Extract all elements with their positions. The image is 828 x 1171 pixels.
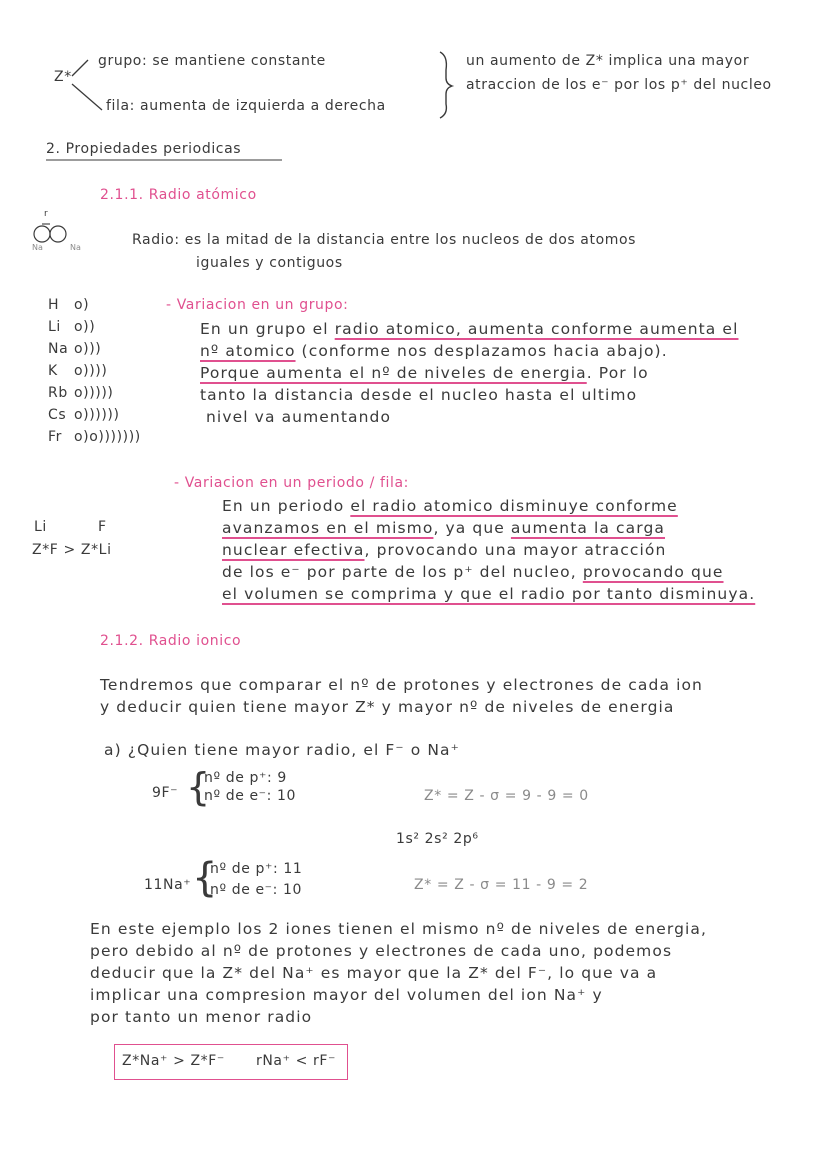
highlight-span: el volumen se comprima y que el radio por tanto disminuya. <box>222 585 756 603</box>
radio-atomico-title: 2.1.1. Radio atómico <box>100 187 257 203</box>
radio-def-2: iguales y contiguos <box>196 255 343 271</box>
grupo-line-1 <box>200 322 738 338</box>
f-label: F <box>98 519 107 535</box>
element-shells: o)))) <box>74 363 108 379</box>
conclusion-line-4: implicar una compresion mayor del volumen del ion Na⁺ y <box>90 986 603 1004</box>
diagram-right-label: Na <box>70 243 81 252</box>
text-span: de los e⁻ por parte de los p⁺ del nucleo, <box>222 563 583 581</box>
element-symbol: Li <box>48 319 61 335</box>
text-span: , ya que <box>433 519 511 537</box>
ionico-intro-2: y deducir quien tiene mayor Z* y mayor nº de niveles de energia <box>100 698 675 716</box>
brace-shape <box>440 52 452 118</box>
element-shells: o)))))) <box>74 407 120 423</box>
arrow-down-line <box>72 84 102 110</box>
element-row <box>48 430 141 444</box>
element-shells: o))))) <box>74 385 114 401</box>
element-row <box>48 408 120 422</box>
arrow-up-line <box>72 60 88 76</box>
element-shells: o))) <box>74 341 102 357</box>
highlight-span: provocando que <box>582 563 724 581</box>
element-shells: o)) <box>74 319 96 335</box>
element-symbol: Fr <box>48 429 62 445</box>
highlight-span: radio atomico, aumenta conforme aumenta el <box>334 320 739 338</box>
element-row <box>48 386 113 400</box>
zeff-fila: fila: aumenta de izquierda a derecha <box>106 98 386 114</box>
atom-right-circle <box>50 226 66 242</box>
highlight-span: avanzamos en el mismo <box>222 519 434 537</box>
na-protons: nº de p⁺: 11 <box>210 861 303 877</box>
element-shells: o) <box>74 297 90 313</box>
f-zeff: Z* = Z - σ = 9 - 9 = 0 <box>424 788 589 804</box>
periodo-line-4 <box>222 565 724 581</box>
periodo-line-5 <box>222 587 755 603</box>
element-row <box>48 298 89 312</box>
highlight-span: nº atomico <box>200 342 296 360</box>
element-symbol: H <box>48 297 60 313</box>
radio-ionico-title: 2.1.2. Radio ionico <box>100 633 242 649</box>
f-protons: nº de p⁺: 9 <box>204 770 287 786</box>
zeff-grupo: grupo: se mantiene constante <box>98 53 326 69</box>
grupo-line-4: tanto la distancia desde el nucleo hasta el ultimo <box>200 386 638 404</box>
na-zeff: Z* = Z - σ = 11 - 9 = 2 <box>414 877 589 893</box>
na-brace-icon: { <box>192 855 218 901</box>
highlight-span: Porque aumenta el nº de niveles de energia <box>200 364 587 382</box>
zeff-conclusion-2: atraccion de los e⁻ por los p⁺ del nucleo <box>466 77 772 93</box>
diagram-left-label: Na <box>32 243 43 252</box>
highlight-span: nuclear efectiva <box>222 541 365 559</box>
result-radius: rNa⁺ < rF⁻ <box>256 1053 337 1069</box>
na-electrons: nº de e⁻: 10 <box>210 882 303 898</box>
element-symbol: K <box>48 363 58 379</box>
zeff-conclusion-1: un aumento de Z* implica una mayor <box>466 53 750 69</box>
grupo-title: - Variacion en un grupo: <box>166 297 349 313</box>
ionico-intro-1: Tendremos que comparar el nº de protones y electrones de cada ion <box>100 676 703 694</box>
f-brace-icon: { <box>186 765 211 809</box>
zeff-compare: Z*F > Z*Li <box>32 542 112 558</box>
text-span: En un periodo <box>222 497 351 515</box>
grupo-line-5: nivel va aumentando <box>206 408 392 426</box>
element-symbol: Cs <box>48 407 67 423</box>
zeff-symbol: Z* <box>54 69 72 85</box>
grupo-line-2 <box>200 344 668 360</box>
li-label: Li <box>34 519 47 535</box>
text-span: (conforme nos desplazamos hacia abajo). <box>295 342 668 360</box>
diagram-r: r <box>44 209 48 219</box>
highlight-span: el radio atomico disminuye conforme <box>350 497 678 515</box>
conclusion-line-1: En este ejemplo los 2 iones tienen el mismo nº de niveles de energia, <box>90 920 708 938</box>
text-span: En un grupo el <box>200 320 335 338</box>
element-symbol: Na <box>48 341 69 357</box>
text-span: , provocando una mayor atracción <box>364 541 667 559</box>
f-ion-label: 9F⁻ <box>152 785 179 801</box>
grupo-line-3 <box>200 366 649 382</box>
text-span: . Por lo <box>586 364 649 382</box>
element-row <box>48 364 107 378</box>
ionico-question: a) ¿Quien tiene mayor radio, el F⁻ o Na⁺ <box>104 741 460 759</box>
periodo-title: - Variacion en un periodo / fila: <box>174 475 409 491</box>
electron-config: 1s² 2s² 2p⁶ <box>396 831 479 847</box>
f-electrons: nº de e⁻: 10 <box>204 788 297 804</box>
element-shells: o)o))))))) <box>74 429 141 445</box>
highlight-span: aumenta la carga <box>510 519 665 537</box>
element-row <box>48 342 101 356</box>
element-row <box>48 320 95 334</box>
conclusion-line-3: deducir que la Z* del Na⁺ es mayor que la Z* del F⁻, lo que va a <box>90 964 658 982</box>
periodo-line-3 <box>222 543 666 559</box>
periodo-line-1 <box>222 499 678 515</box>
na-ion-label: 11Na⁺ <box>144 877 192 893</box>
conclusion-line-2: pero debido al nº de protones y electrones de cada uno, podemos <box>90 942 673 960</box>
element-symbol: Rb <box>48 385 68 401</box>
conclusion-line-5: por tanto un menor radio <box>90 1008 313 1026</box>
result-zeff: Z*Na⁺ > Z*F⁻ <box>122 1053 225 1069</box>
periodo-line-2 <box>222 521 665 537</box>
atom-left-circle <box>34 226 50 242</box>
section-title: 2. Propiedades periodicas <box>46 141 242 157</box>
radio-def-1: Radio: es la mitad de la distancia entre los nucleos de dos atomos <box>132 232 637 248</box>
